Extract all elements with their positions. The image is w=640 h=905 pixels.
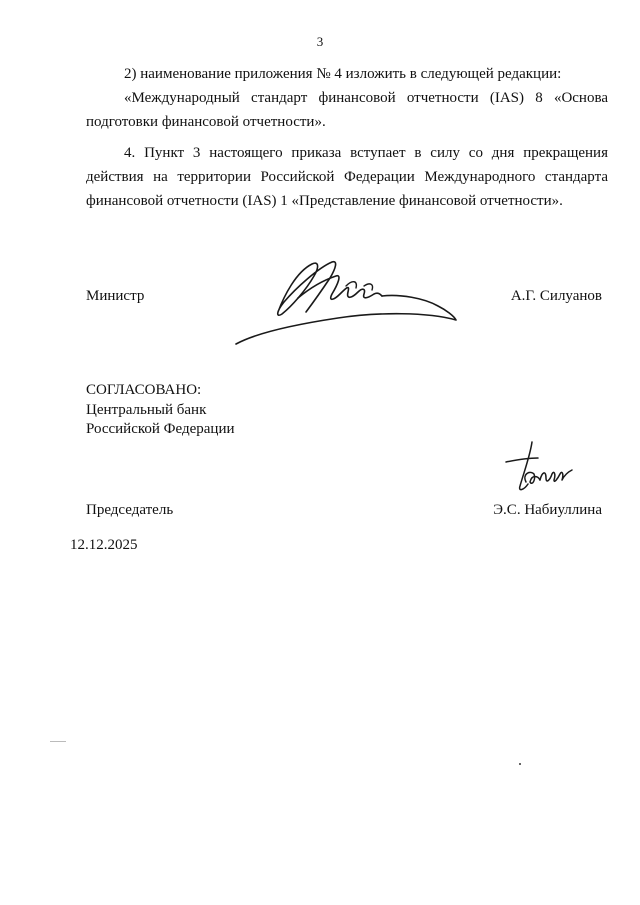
scan-mark: [50, 741, 66, 742]
chair-name: Э.С. Набиуллина: [493, 502, 602, 518]
minister-signature: [228, 254, 464, 352]
minister-title: Министр: [86, 288, 145, 304]
approval-org-line-2: Российской Федерации: [86, 421, 235, 437]
paragraph-3: 4. Пункт 3 настоящего приказа вступает в силу со дня прекращения действия на территории Российской Федерации Международного стандарта финансовой отчетности (IAS) 1 «Представление финансовой отчетности».: [86, 145, 608, 209]
page-number: 3: [316, 34, 324, 49]
approval-heading: СОГЛАСОВАНО:: [86, 382, 202, 398]
chair-signature: [502, 440, 582, 496]
approval-org-line-1: Центральный банк: [86, 402, 207, 418]
minister-name: А.Г. Силуанов: [510, 288, 602, 304]
paragraph-2: «Международный стандарт финансовой отчетности (IAS) 8 «Основа подготовки финансовой отчетности».: [86, 90, 608, 130]
paragraph-1: 2) наименование приложения № 4 изложить в следующей редакции:: [124, 66, 562, 82]
scan-dot: [519, 763, 521, 765]
chair-title: Председатель: [86, 502, 174, 518]
approval-date: 12.12.2025: [70, 537, 138, 553]
